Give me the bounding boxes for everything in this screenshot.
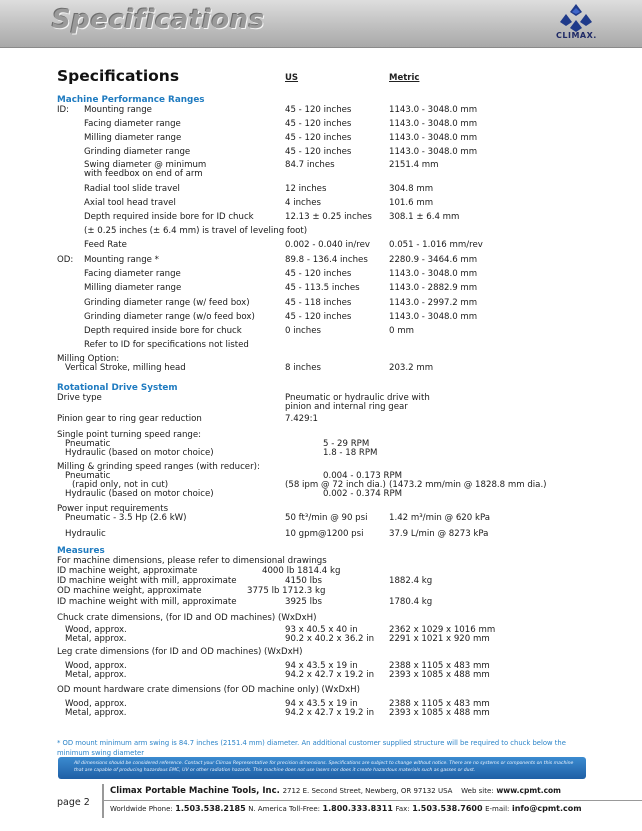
spec-row-label: Swing diameter @ minimum (84, 160, 207, 170)
spt-hydraulic-value: 1.8 - 18 RPM (323, 448, 378, 458)
page-title: Specifications (57, 67, 180, 85)
od-weight-mill-label: ID machine weight with mill, approximate (57, 597, 237, 607)
power-label: Power input requirements (57, 504, 169, 514)
leg-crate-label: Leg crate dimensions (for ID and OD machines) (WxDxH) (57, 647, 303, 657)
mg-pneumatic-label: Pneumatic (65, 471, 111, 481)
spec-row-label: Grinding diameter range (w/o feed box) (84, 312, 255, 322)
leg-wood-metric: 2388 x 1105 x 483 mm (389, 661, 490, 671)
spec-row-metric: 308.1 ± 6.4 mm (389, 212, 460, 222)
spec-row-label: Mounting range * (84, 255, 159, 265)
disclaimer-text: All dimensions should be considered reference. Contact your Climax Representative for precision dimensions. Specifications are subject to change without notice. There are no systems or components on this machine that are capable of producing hazardous EMC, UV or other radiation hazards. This machine does not use lasers nor does it create hazardous materials such as gasses or dust. (74, 761, 574, 773)
od-weight-label: OD machine weight, approximate (57, 586, 202, 596)
footnote: * OD mount minimum arm swing is 84.7 inches (2151.4 mm) diameter. An additional customer supplied structure will be required to chuck below the minimum swing diameter (57, 739, 566, 757)
chuck-wood-metric: 2362 x 1029 x 1016 mm (389, 625, 496, 635)
spec-row-us: 89.8 - 136.4 inches (285, 255, 368, 265)
spec-row-us: 84.7 inches (285, 160, 335, 170)
spec-row-label: Axial tool head travel (84, 198, 176, 208)
odm-wood-us: 94 x 43.5 x 19 in (285, 699, 358, 709)
spec-row-metric: 1143.0 - 3048.0 mm (389, 105, 478, 115)
spec-row-label: Milling diameter range (84, 283, 182, 293)
vertical-stroke-metric: 203.2 mm (389, 363, 434, 373)
vertical-stroke-label: Vertical Stroke, milling head (65, 363, 186, 373)
spec-row-label: Grinding diameter range (84, 147, 191, 157)
spec-row-metric: 1143.0 - 2882.9 mm (389, 283, 478, 293)
mg-label: Milling & grinding speed ranges (with reducer): (57, 462, 260, 472)
spt-pneumatic-value: 5 - 29 RPM (323, 439, 370, 449)
spec-row-metric: 1143.0 - 2997.2 mm (389, 298, 478, 308)
id-weight-mill-label: ID machine weight with mill, approximate (57, 576, 237, 586)
chuck-wood-label: Wood, approx. (65, 625, 127, 635)
spec-row-label: Refer to ID for specifications not listed (84, 340, 249, 350)
spec-row-metric: 304.8 mm (389, 184, 434, 194)
section-measures: Measures (57, 546, 105, 556)
power-pneumatic-metric: 1.42 m³/min @ 620 kPa (389, 513, 491, 523)
id-weight-mill-metric: 1882.4 kg (389, 576, 433, 586)
spec-row-metric: 0 mm (389, 326, 414, 336)
mg-rapid-label: (rapid only, not in cut) (72, 480, 169, 490)
spec-row-us: 45 - 120 inches (285, 269, 352, 279)
footer-email-label: E-mail: (485, 805, 510, 813)
section-rotational-drive-system: Rotational Drive System (57, 383, 178, 393)
spec-row-us: 45 - 113.5 inches (285, 283, 360, 293)
section-machine-performance-ranges: Machine Performance Ranges (57, 95, 205, 105)
footer-web-link[interactable]: www.cpmt.com (496, 786, 561, 795)
drive-type-value-1: Pneumatic or hydraulic drive with (285, 393, 430, 403)
measures-intro: For machine dimensions, please refer to dimensional drawings (57, 556, 327, 566)
spt-hydraulic-label: Hydraulic (based on motor choice) (65, 448, 214, 458)
spec-row-us: 45 - 118 inches (285, 298, 352, 308)
footer-rule (102, 800, 642, 801)
footer-address: 2712 E. Second Street, Newberg, OR 97132 USA (282, 787, 453, 795)
chuck-wood-us: 93 x 40.5 x 40 in (285, 625, 358, 635)
mg-hydraulic-value: 0.002 - 0.374 RPM (323, 489, 403, 499)
spec-row-us: 12.13 ± 0.25 inches (285, 212, 372, 222)
spec-row-us: 45 - 120 inches (285, 312, 352, 322)
power-hydraulic-us: 10 gpm@1200 psi (285, 529, 364, 539)
mg-rapid-us: (58 ipm @ 72 inch dia.) (285, 480, 386, 490)
spec-row-metric: 1143.0 - 3048.0 mm (389, 133, 478, 143)
spec-row-label: Depth required inside bore for ID chuck (84, 212, 254, 222)
mg-rapid-metric: (1473.2 mm/min @ 1828.8 mm dia.) (389, 480, 547, 490)
spec-row-us: 0 inches (285, 326, 321, 336)
spec-row-label: Depth required inside bore for chuck (84, 326, 242, 336)
id-weight-label: ID machine weight, approximate (57, 566, 198, 576)
od-weight-value: 3775 lb 1712.3 kg (247, 586, 326, 596)
spec-row-us: 45 - 120 inches (285, 119, 352, 129)
leg-metal-label: Metal, approx. (65, 670, 127, 680)
id-weight-mill-us: 4150 lbs (285, 576, 322, 586)
pinion-label: Pinion gear to ring gear reduction (57, 414, 202, 424)
od-mount-crate-label: OD mount hardware crate dimensions (for OD machine only) (WxDxH) (57, 685, 360, 695)
power-pneumatic-label: Pneumatic - 3.5 Hp (2.6 kW) (65, 513, 187, 523)
chuck-crate-label: Chuck crate dimensions, (for ID and OD machines) (WxDxH) (57, 613, 317, 623)
mg-pneumatic-value: 0.004 - 0.173 RPM (323, 471, 403, 481)
leg-wood-us: 94 x 43.5 x 19 in (285, 661, 358, 671)
footer-tollfree-label: N. America Toll-Free: (248, 805, 320, 813)
odm-wood-label: Wood, approx. (65, 699, 127, 709)
leg-metal-metric: 2393 x 1085 x 488 mm (389, 670, 490, 680)
id-weight-value: 4000 lb 1814.4 kg (262, 566, 341, 576)
footer-divider (102, 784, 104, 818)
disclaimer-box (58, 757, 586, 779)
banner-title: Specifications (52, 5, 265, 35)
spec-row-us: 0.002 - 0.040 in/rev (285, 240, 370, 250)
odm-metal-us: 94.2 x 42.7 x 19.2 in (285, 708, 375, 718)
mg-hydraulic-label: Hydraulic (based on motor choice) (65, 489, 214, 499)
page-number: page 2 (57, 797, 90, 808)
spec-row-metric: 2151.4 mm (389, 160, 439, 170)
spec-row-metric: 1143.0 - 3048.0 mm (389, 119, 478, 129)
footer-company-line (110, 786, 561, 796)
footer-contact-line (110, 804, 582, 813)
header-banner (0, 0, 642, 48)
spt-label: Single point turning speed range: (57, 430, 202, 440)
odm-metal-label: Metal, approx. (65, 708, 127, 718)
pinion-value: 7.429:1 (285, 414, 318, 424)
spec-row-label: Milling diameter range (84, 133, 182, 143)
odm-metal-metric: 2393 x 1085 x 488 mm (389, 708, 490, 718)
milling-option-label: Milling Option: (57, 354, 120, 364)
od-weight-mill-us: 3925 lbs (285, 597, 322, 607)
spec-row-label: Grinding diameter range (w/ feed box) (84, 298, 250, 308)
od-weight-mill-metric: 1780.4 kg (389, 597, 433, 607)
spec-row-us: 45 - 120 inches (285, 147, 352, 157)
spec-row-label: Feed Rate (84, 240, 127, 250)
id-label: ID: (57, 105, 70, 115)
spec-row-metric: 0.051 - 1.016 mm/rev (389, 240, 483, 250)
column-header-metric: Metric (389, 73, 420, 83)
spec-row-label: Mounting range (84, 105, 152, 115)
spec-row-label: (± 0.25 inches (± 6.4 mm) is travel of leveling foot) (84, 226, 308, 236)
spec-row-metric: 1143.0 - 3048.0 mm (389, 312, 478, 322)
spec-row-metric: 2280.9 - 3464.6 mm (389, 255, 478, 265)
footer-email[interactable]: info@cpmt.com (511, 804, 582, 813)
spec-row-metric: 1143.0 - 3048.0 mm (389, 269, 478, 279)
footer-fax: 1.503.538.7600 (412, 804, 483, 813)
footer-web-label: Web site: (461, 787, 494, 795)
footer-company: Climax Portable Machine Tools, Inc. (110, 786, 280, 796)
chuck-metal-us: 90.2 x 40.2 x 36.2 in (285, 634, 375, 644)
spec-row-us: 12 inches (285, 184, 327, 194)
chuck-metal-label: Metal, approx. (65, 634, 127, 644)
footer-phone[interactable]: 1.503.538.2185 (175, 804, 246, 813)
power-hydraulic-label: Hydraulic (65, 529, 106, 539)
spec-row-label: Radial tool slide travel (84, 184, 180, 194)
spec-row-us: 45 - 120 inches (285, 133, 352, 143)
leg-metal-us: 94.2 x 42.7 x 19.2 in (285, 670, 375, 680)
logo-text: CLIMAX. (556, 31, 597, 40)
power-pneumatic-us: 50 ft³/min @ 90 psi (285, 513, 368, 523)
vertical-stroke-us: 8 inches (285, 363, 321, 373)
spec-row-us: 45 - 120 inches (285, 105, 352, 115)
odm-wood-metric: 2388 x 1105 x 483 mm (389, 699, 490, 709)
column-header-us: US (285, 73, 299, 83)
spec-row-metric: 1143.0 - 3048.0 mm (389, 147, 478, 157)
od-label: OD: (57, 255, 74, 265)
drive-type-label: Drive type (57, 393, 102, 403)
spt-pneumatic-label: Pneumatic (65, 439, 111, 449)
spec-row-metric: 101.6 mm (389, 198, 434, 208)
spec-row-label: Facing diameter range (84, 269, 181, 279)
drive-type-value-2: pinion and internal ring gear (285, 402, 408, 412)
footer-phone-label: Worldwide Phone: (110, 805, 173, 813)
footer-tollfree[interactable]: 1.800.333.8311 (322, 804, 393, 813)
leg-wood-label: Wood, approx. (65, 661, 127, 671)
power-hydraulic-metric: 37.9 L/min @ 8273 kPa (389, 529, 489, 539)
spec-row-label: Facing diameter range (84, 119, 181, 129)
chuck-metal-metric: 2291 x 1021 x 920 mm (389, 634, 490, 644)
footer-fax-label: Fax: (395, 805, 410, 813)
spec-row-us: 4 inches (285, 198, 321, 208)
spec-row-label: with feedbox on end of arm (84, 169, 203, 179)
